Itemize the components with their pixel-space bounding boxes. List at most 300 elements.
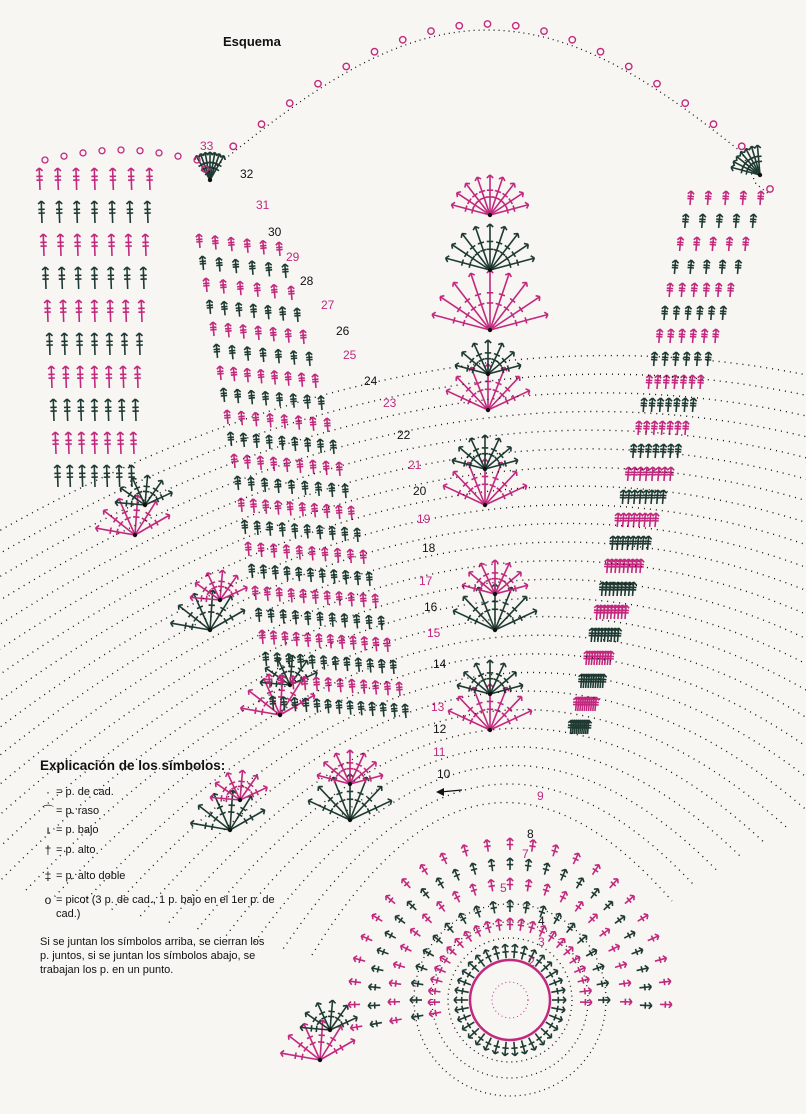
stitch-symbol [330, 440, 338, 455]
stitch-symbol [650, 421, 658, 436]
stitch-symbol [518, 1040, 528, 1055]
picot-circle-icon [682, 100, 688, 106]
stitch-symbol [134, 366, 141, 388]
stitch-symbol [483, 469, 519, 507]
stitch-symbol [348, 784, 384, 822]
stitch-symbol [54, 168, 61, 190]
stitch-symbol [483, 921, 493, 934]
stitch-symbol [658, 421, 666, 436]
stitch-symbol [435, 876, 447, 890]
stitch-symbol [704, 191, 712, 206]
stitch-symbol [643, 467, 651, 482]
round-number: 5 [500, 881, 507, 895]
stitch-symbol [636, 912, 650, 924]
stitch-symbol [66, 465, 73, 487]
stitch-symbol [293, 632, 301, 647]
stitch-symbol [312, 374, 320, 389]
stitch-symbol [482, 1036, 494, 1051]
stitch-symbol [384, 681, 392, 696]
stitch-symbol [607, 943, 621, 954]
stitch-symbol [62, 366, 69, 388]
stitch-symbol [674, 421, 682, 436]
stitch-symbol [689, 329, 697, 344]
stitch-symbol [42, 267, 49, 289]
stitch-symbol [91, 465, 98, 487]
fan-base-dot [348, 818, 352, 822]
stitch-symbol [598, 997, 610, 1003]
stitch-symbol [687, 191, 695, 206]
stitch-symbol [409, 927, 422, 939]
stitch-symbol [50, 399, 57, 421]
stitch-symbol [489, 255, 535, 273]
stitch-symbol [259, 630, 267, 645]
stitch-symbol [712, 329, 720, 344]
stitch-symbol [682, 214, 690, 229]
round-number: 21 [408, 458, 422, 472]
stitch-symbol [400, 877, 413, 890]
fan-base-dot [208, 178, 212, 182]
stitch-symbol [368, 1002, 380, 1009]
fan-base-dot [208, 628, 212, 632]
stitch-symbol [325, 677, 333, 692]
round-number: 14 [433, 657, 447, 671]
picot-circle-icon [99, 148, 105, 154]
stitch-symbol [109, 168, 116, 190]
stitch-symbol [461, 968, 476, 981]
stitch-symbol [637, 559, 645, 574]
stitch-symbol [335, 505, 343, 520]
stitch-symbol [257, 543, 265, 558]
stitch-symbol [671, 260, 679, 275]
stitch-symbol [518, 945, 528, 960]
stitch-symbol [60, 300, 67, 322]
stitch-symbol [640, 398, 648, 413]
stitch-symbol [680, 375, 688, 390]
stitch-symbol [614, 961, 627, 971]
picot-circle-icon [597, 48, 603, 54]
stitch-symbol [645, 444, 653, 459]
picot-circle-icon: o [44, 893, 52, 907]
stitch-symbol [507, 900, 513, 912]
stitch-symbol [287, 1033, 322, 1063]
stitch-symbol [306, 352, 314, 367]
stitch-symbol [260, 565, 268, 580]
stitch-symbol [107, 300, 114, 322]
stitch-symbol [249, 261, 257, 276]
stitch-symbol [652, 513, 660, 528]
stitch-symbol [541, 862, 550, 875]
stitch-symbol [445, 945, 458, 958]
stitch-symbol [462, 930, 474, 944]
round-number: 11 [433, 745, 446, 759]
stitch-symbol [742, 237, 750, 252]
stitch-symbol [613, 914, 626, 926]
stitch-symbol [52, 432, 59, 454]
stitch-symbol [220, 388, 228, 403]
picot-circle-icon [61, 153, 67, 159]
stitch-symbol [235, 302, 243, 317]
stitch-symbol [580, 999, 592, 1006]
stitch-symbol [439, 852, 450, 866]
stitch-symbol [684, 306, 692, 321]
stitch-symbol [715, 214, 723, 229]
stitch-symbol [44, 300, 51, 322]
stitch-symbol [732, 214, 740, 229]
stitch-symbol [544, 968, 559, 981]
stitch-symbol [73, 168, 80, 190]
stitch-symbol [451, 868, 462, 882]
stitch-symbol [177, 603, 212, 633]
stitch-symbol [271, 370, 279, 385]
stitch-symbol [384, 893, 397, 906]
stitch-symbol [61, 333, 68, 355]
stitch-symbol [418, 863, 430, 877]
stitch-symbol [347, 549, 355, 564]
stitch-symbol [240, 324, 248, 339]
stitch-symbol [349, 978, 362, 986]
stitch-symbol [511, 944, 519, 959]
stitch-symbol [461, 594, 497, 632]
stitch-symbol [107, 267, 114, 289]
stitch-symbol [262, 500, 270, 515]
stitch-symbol [274, 479, 282, 494]
stitch-symbol [630, 467, 638, 482]
stitch-symbol [58, 267, 65, 289]
stitch-symbol [283, 566, 291, 581]
stitch-symbol [558, 868, 569, 882]
stitch-symbol [654, 375, 662, 390]
stitch-symbol [502, 944, 510, 959]
chain-arc [312, 803, 672, 955]
stitch-symbol [217, 366, 225, 381]
stitch-symbol [264, 305, 272, 320]
stitch-symbol [431, 311, 491, 333]
fan-base-dot [488, 268, 492, 272]
stitch-symbol [585, 947, 599, 959]
stitch-symbol [472, 924, 483, 938]
stitch-symbol [489, 202, 529, 219]
stitch-symbol [304, 633, 312, 648]
stitch-symbol [308, 546, 316, 561]
picot-chain-edge [205, 30, 770, 195]
stitch-symbol [637, 467, 645, 482]
stitch-symbol [590, 863, 602, 877]
legend-item [40, 804, 275, 818]
center-ring [470, 960, 550, 1040]
stitch-symbol [368, 983, 381, 990]
stitch-symbol [650, 352, 658, 367]
stitch-symbol [435, 900, 447, 913]
stitch-symbol [228, 237, 236, 252]
legend-label: = p. de cad. [56, 786, 114, 798]
stitch-symbol [568, 954, 582, 966]
picot-circle-icon [230, 143, 236, 149]
stitch-symbol [276, 392, 284, 407]
stitch-symbol [551, 987, 566, 996]
picot-circle-icon [315, 81, 321, 87]
fan-base-dot [318, 1058, 322, 1062]
stitch-symbol [284, 371, 292, 386]
stitch-symbol [614, 628, 622, 643]
stitch-symbol [350, 1023, 363, 1031]
stitch-symbol [103, 465, 110, 487]
stitch-symbol [234, 389, 242, 404]
stitch-symbol [681, 398, 689, 413]
stitch-symbol [635, 421, 643, 436]
stitch-symbol [666, 283, 674, 298]
stitch-symbol [749, 214, 757, 229]
stitch-symbol [54, 465, 61, 487]
legend-label: = p. bajo [56, 824, 99, 836]
stitch-symbol [368, 702, 376, 717]
round-number: 28 [300, 274, 314, 288]
stitch-symbol [132, 399, 139, 421]
stitch-symbol [579, 987, 592, 995]
stitch-symbol [502, 1042, 510, 1057]
stitch-symbol [56, 201, 63, 223]
stitch-symbol [667, 467, 675, 482]
stitch-symbol [91, 333, 98, 355]
picot-circle-icon [626, 63, 632, 69]
stitch-symbol [91, 366, 98, 388]
stitch-symbol [493, 594, 529, 632]
picot-circle-icon [156, 150, 162, 156]
stitch-symbol [399, 943, 413, 954]
stitch-symbol [206, 300, 214, 315]
stitch-symbol [224, 410, 232, 425]
stitch-symbol [276, 242, 284, 257]
stitch-symbol [140, 267, 147, 289]
stitch-symbol [393, 914, 406, 926]
stitch-symbol [106, 333, 113, 355]
stitch-symbol [715, 283, 723, 298]
stitch-symbol [295, 415, 303, 430]
stitch-symbol [405, 899, 418, 912]
stitch-symbol [454, 1005, 469, 1014]
stitch-symbol [255, 326, 263, 341]
stitch-symbol [492, 945, 502, 960]
stitch-symbol [105, 366, 112, 388]
stitch-symbol [116, 465, 123, 487]
stitch-symbol [445, 255, 491, 273]
stitch-symbol [659, 978, 672, 986]
picot-circle-icon [569, 37, 575, 43]
stitch-symbol [577, 976, 590, 985]
stitch-symbol [630, 444, 638, 459]
stitch-symbol [266, 413, 274, 428]
stitch-symbol [360, 933, 374, 944]
picot-circle-icon [175, 153, 181, 159]
stitch-symbol [220, 279, 228, 294]
stitch-symbol [443, 921, 456, 934]
stitch-symbol [280, 609, 288, 624]
stitch-symbol [573, 965, 587, 976]
page-title: Esquema [223, 34, 281, 49]
legend-item [40, 785, 275, 799]
stitch-symbol [288, 286, 296, 301]
stitch-symbol [262, 391, 270, 406]
stitch-symbol [507, 838, 513, 850]
stitch-symbol [592, 963, 605, 973]
stitch-symbol [290, 350, 298, 365]
stitch-symbol [411, 1012, 424, 1020]
stitch-symbol [128, 168, 135, 190]
stitch-symbol [76, 333, 83, 355]
stitch-symbol [588, 887, 600, 900]
stitch-symbol [524, 879, 532, 892]
stitch-symbol [678, 329, 686, 344]
stitch-symbol [298, 373, 306, 388]
stitch-symbol [196, 234, 204, 249]
stitch-symbol [365, 615, 373, 630]
stitch-symbol [360, 593, 368, 608]
round-number: 24 [364, 374, 378, 388]
stitch-symbol [332, 656, 340, 671]
stitch-symbol [208, 607, 246, 633]
stitch-symbol [124, 267, 131, 289]
stitch-symbol [430, 976, 443, 985]
chain-arc [0, 393, 806, 812]
stitch-symbol [308, 655, 316, 670]
stitch-symbol [262, 652, 270, 667]
stitch-symbol [672, 352, 680, 367]
stitch-symbol [216, 257, 224, 272]
stitch-symbol [91, 201, 98, 223]
stitch-symbol [291, 437, 299, 452]
stitch-symbol [431, 933, 444, 946]
stitch-symbol [640, 1002, 652, 1009]
chain-dot-icon: · [46, 785, 50, 799]
stitch-symbol [457, 912, 469, 926]
stitch-symbol [130, 432, 137, 454]
stitch-symbol [384, 930, 398, 941]
stitch-symbol [334, 548, 342, 563]
fan-base-dot [488, 692, 492, 696]
stitch-symbol [643, 421, 651, 436]
stitch-symbol [291, 523, 299, 538]
stitch-symbol [676, 237, 684, 252]
stitch-symbol [624, 467, 632, 482]
stitch-symbol [709, 237, 717, 252]
stitch-symbol [644, 536, 652, 551]
round-number: 25 [343, 348, 357, 362]
stitch-symbol [739, 191, 747, 206]
stitch-symbol [329, 613, 337, 628]
stitch-symbol [348, 592, 356, 607]
fan-base-dot [483, 467, 487, 471]
stitch-symbol [575, 933, 588, 946]
stitch-symbol [290, 393, 298, 408]
stitch-symbol [370, 1019, 383, 1027]
chain-arc [198, 728, 766, 929]
stitch-symbol [311, 503, 319, 518]
stitch-symbol [708, 306, 716, 321]
stitch-symbol [661, 467, 669, 482]
stitch-symbol [324, 591, 332, 606]
stitch-symbol [562, 945, 575, 958]
stitch-symbol [91, 432, 98, 454]
stitch-symbol [694, 352, 702, 367]
stitch-symbol [722, 191, 730, 206]
fan-base-dot [486, 408, 490, 412]
stitch-symbol [488, 694, 524, 732]
round-number: 17 [419, 574, 433, 588]
stitch-symbol [301, 481, 309, 496]
round-number: 12 [433, 722, 447, 736]
stitch-symbol [486, 374, 522, 412]
stitch-symbol [266, 435, 274, 450]
treble-crochet-cross-icon: ‡ [44, 869, 52, 883]
picot-circle-icon [400, 37, 406, 43]
stitch-symbol [266, 522, 274, 537]
stitch-symbol [91, 399, 98, 421]
round-number: 2 [528, 955, 535, 969]
stitch-symbol [312, 590, 320, 605]
stitch-symbol [354, 571, 362, 586]
stitch-symbol [146, 168, 153, 190]
stitch-symbol [221, 301, 229, 316]
stitch-symbol [659, 490, 667, 505]
stitch-symbol [719, 260, 727, 275]
stitch-symbol [461, 1019, 476, 1032]
stitch-symbol [649, 467, 657, 482]
picot-circle-icon [258, 121, 264, 127]
round-number: 19 [417, 512, 431, 526]
stitch-symbol [704, 352, 712, 367]
stitch-symbol [473, 905, 483, 918]
stitch-symbol [457, 977, 472, 988]
stitch-symbol [487, 280, 529, 331]
stitch-symbol [78, 432, 85, 454]
stitch-symbol [278, 436, 286, 451]
stitch-symbol [380, 702, 388, 717]
stitch-symbol [357, 701, 365, 716]
stitch-symbol [451, 890, 462, 904]
double-crochet-cross-icon: † [44, 843, 52, 857]
stitch-symbol [48, 366, 55, 388]
legend-note: Si se juntan los símbolos arriba, se cierran los p. juntos, si se juntan los símbolos abajo, se trabajan los p. en un punto. [40, 936, 265, 976]
stitch-symbol [300, 589, 308, 604]
stitch-symbol [316, 784, 352, 822]
stitch-symbol [376, 947, 389, 957]
round-number: 16 [424, 600, 438, 614]
picot-circle-icon [456, 23, 462, 29]
stitch-symbol [252, 586, 260, 601]
stitch-symbol [348, 679, 356, 694]
stitch-symbol [725, 237, 733, 252]
picot-circle-icon [484, 21, 490, 27]
stitch-symbol [248, 390, 256, 405]
stitch-symbol [393, 961, 406, 971]
round-number: 26 [336, 324, 350, 338]
stitch-symbol [661, 352, 669, 367]
round-number: 23 [383, 396, 397, 410]
legend-item [40, 869, 275, 883]
picot-circle-icon [739, 143, 745, 149]
stitch-symbol [529, 839, 537, 852]
stitch-symbol [656, 329, 664, 344]
stitch-symbol [252, 412, 260, 427]
stitch-symbol [250, 499, 258, 514]
slip-stitch-arc-icon: ⌒ [41, 804, 54, 818]
stitch-symbol [411, 979, 424, 987]
stitch-symbol [656, 398, 664, 413]
stitch-symbol [421, 912, 434, 925]
stitch-symbol [324, 418, 332, 433]
stitch-symbol [389, 1016, 402, 1024]
stitch-symbol [622, 605, 630, 620]
stitch-symbol [727, 283, 735, 298]
